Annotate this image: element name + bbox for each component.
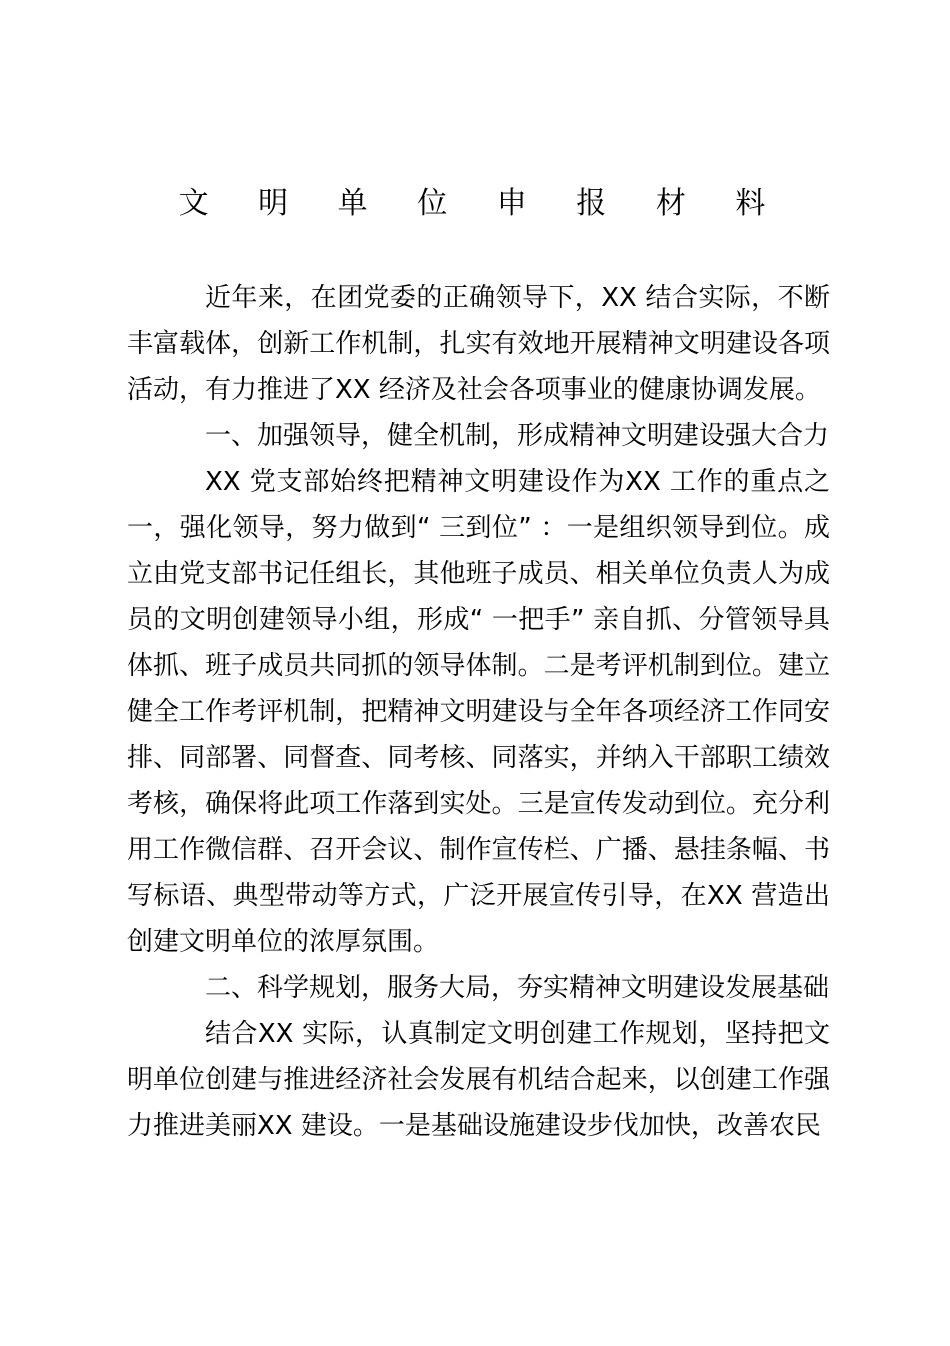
- document-title: 文 明 单 位 申 报 材 料: [178, 186, 786, 221]
- section-heading-2: 二、科学规划，服务大局，夯实精神文明建设发展基础: [205, 973, 830, 1003]
- paragraph-intro: 近年来，在团党委的正确领导下，XX 结合实际，不断丰富载体，创新工作机制，扎实有效地开展精神文明建设各项活动，有力推进了XX 经济及社会各项事业的健康协调发展。: [127, 283, 830, 405]
- section-heading-1: 一、加强领导，健全机制，形成精神文明建设强大合力: [205, 421, 830, 451]
- document-body: [127, 275, 830, 1149]
- paragraph-section-1: XX 党支部始终把精神文明建设作为XX 工作的重点之一，强化领导，努力做到“ 三到位” ：一是组织领导到位。成立由党支部书记任组长，其他班子成员、相关单位负责人为成员的文明创建领导小组，形成“ 一把手” 亲自抓、分管领导具体抓、班子成员共同抓的领导体制。二是考评机制到位。建立健全工作考评机制，把精神文明建设与全年各项经济工作同安排、同部署、同督查、同考核、同落实，并纳入干部职工绩效考核，确保将此项工作落到实处。三是宣传发动到位。充分利用工作微信群、召开会议、制作宣传栏、广播、悬挂条幅、书写标语、典型带动等方式，广泛开展宣传引导，在XX 营造出创建文明单位的浓厚氛围。: [127, 467, 830, 957]
- paragraph-section-2: 结合XX 实际，认真制定文明创建工作规划，坚持把文明单位创建与推进经济社会发展有机结合起来，以创建工作强力推进美丽XX 建设。一是基础设施建设步伐加快，改善农民: [127, 1019, 830, 1141]
